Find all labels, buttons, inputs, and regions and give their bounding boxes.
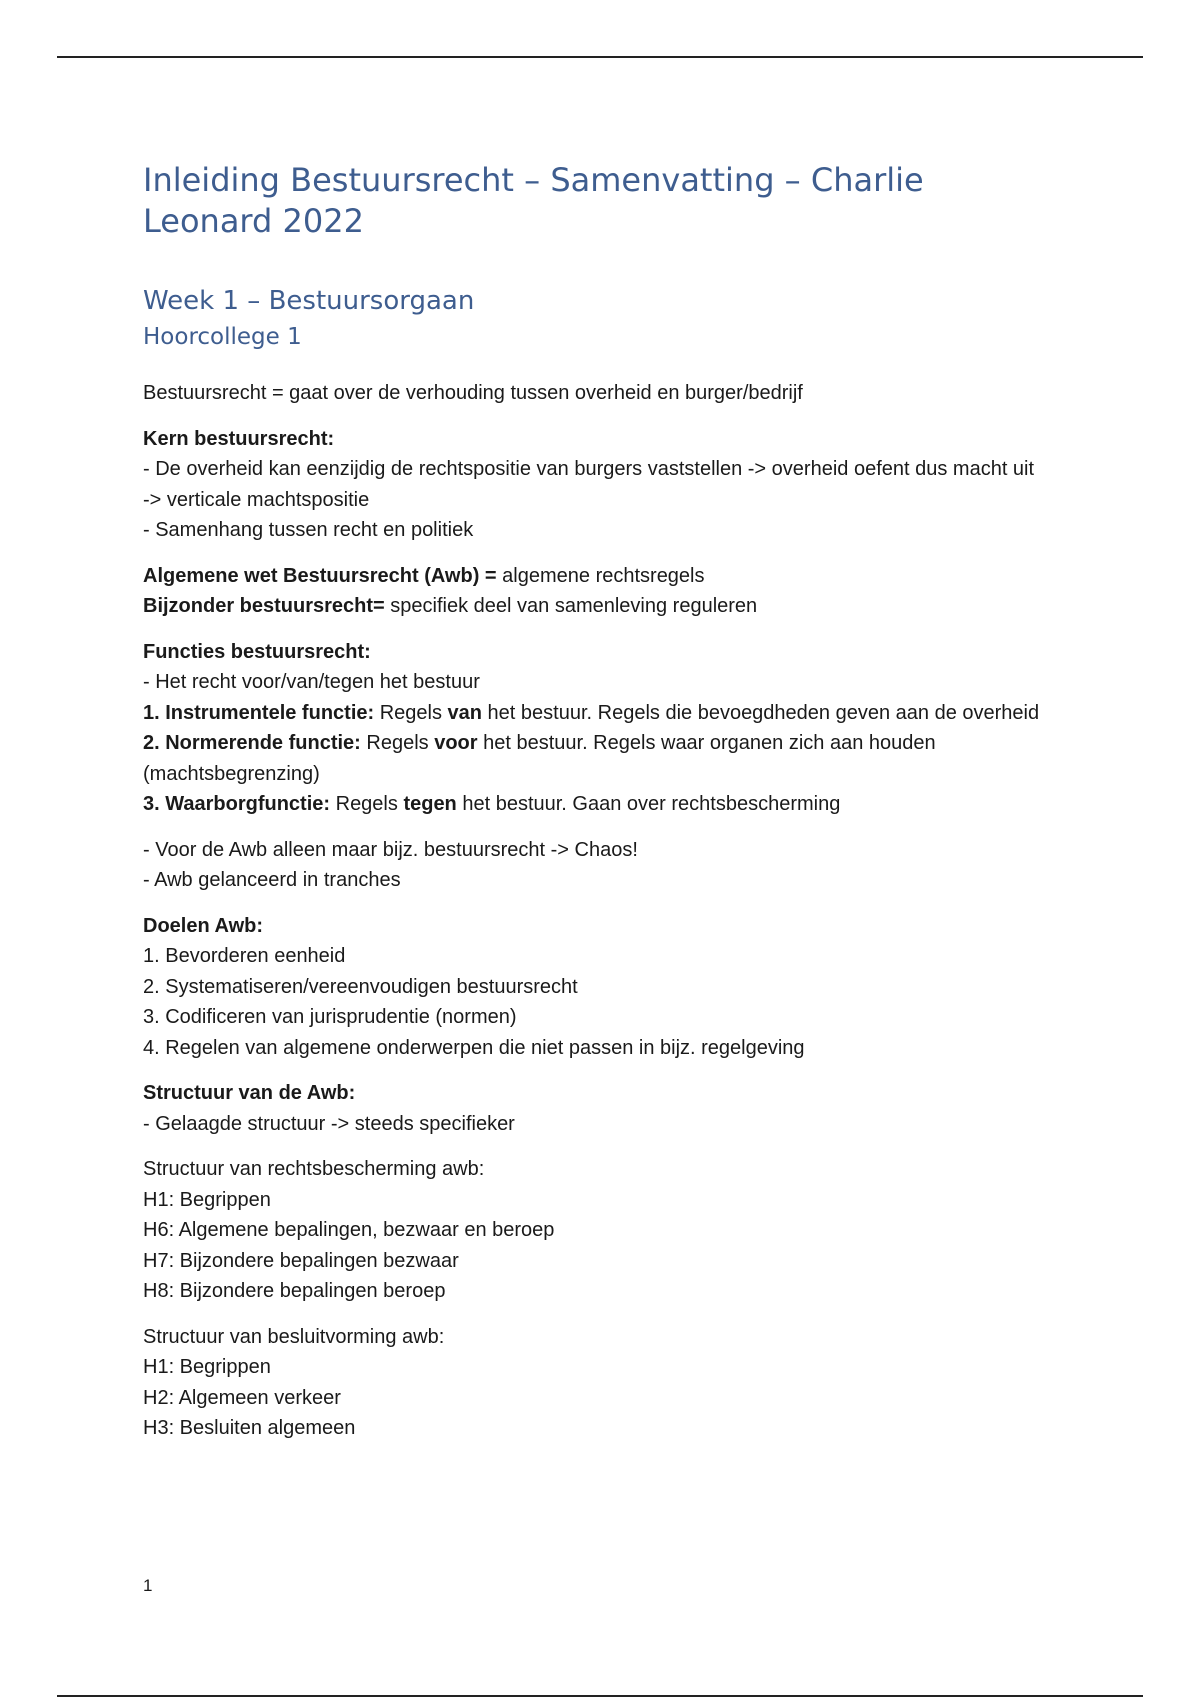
structuur-section [143,1078,1043,1139]
doelen-heading: Doelen Awb: [143,914,264,937]
definition-bijzonder-term: Bijzonder bestuursrecht= [143,595,385,617]
functie-text: het bestuur. Regels waar organen zich aan houden (machtsbegrenzing) [143,732,936,785]
rechtsbescherming-item: H1: Begrippen [143,1188,271,1211]
definitions-section [143,561,1043,622]
besluitvorming-heading: Structuur van besluitvorming awb: [143,1325,445,1348]
kern-item: - De overheid kan eenzijdig de rechtspositie van burgers vaststellen -> overheid oefent dus macht uit -> verticale machtspositie [143,458,1035,511]
notes-section [143,835,1043,896]
kern-item: - Samenhang tussen recht en politiek [143,519,474,541]
header-rule [57,56,1143,58]
doelen-section [143,911,1043,1064]
rechtsbescherming-heading: Structuur van rechtsbescherming awb: [143,1158,485,1180]
rechtsbescherming-item: H7: Bijzondere bepalingen bezwaar [143,1249,459,1272]
definition-bijzonder-desc: specifiek deel van samenleving reguleren [384,595,758,617]
definition-bijzonder [143,591,1043,622]
functie-term: 1. Instrumentele functie: [143,701,375,724]
note-item: - Voor de Awb alleen maar bijz. bestuursrecht -> Chaos! [143,838,638,861]
functie-text: Regels [374,701,448,724]
definition-awb-desc: algemene rechtsregels [496,564,705,587]
functies-heading: Functies bestuursrecht: [143,640,371,663]
functie-term: 2. Normerende functie: [143,732,361,754]
lecture-heading: Hoorcollege 1 [143,324,302,350]
kern-heading: Kern bestuursrecht: [143,427,335,450]
besluitvorming-item: H3: Besluiten algemeen [143,1417,356,1439]
rechtsbescherming-item: H6: Algemene bepalingen, bezwaar en beroep [143,1219,555,1241]
document-page [143,160,1043,1444]
kern-section [143,424,1043,546]
functies-intro: - Het recht voor/van/tegen het bestuur [143,671,480,693]
week-heading: Week 1 – Bestuursorgaan [143,286,475,316]
functie-text: het bestuur. Gaan over rechtsbescherming [456,793,841,815]
functies-section [143,637,1043,820]
intro-paragraph: Bestuursrecht = gaat over de verhouding tussen overheid en burger/bedrijf [143,382,803,404]
functie-keyword: van [447,701,482,724]
doelen-item: 3. Codificeren van jurisprudentie (normen) [143,1006,517,1028]
page-number: 1 [143,1576,153,1595]
doelen-item: 1. Bevorderen eenheid [143,945,346,967]
functie-item [143,789,1043,820]
rechtsbescherming-item: H8: Bijzondere bepalingen beroep [143,1280,446,1302]
footer-rule [57,1695,1143,1697]
besluitvorming-item: H2: Algemeen verkeer [143,1386,341,1409]
besluitvorming-item: H1: Begrippen [143,1356,271,1378]
structuur-item: - Gelaagde structuur -> steeds specifieker [143,1112,515,1135]
besluitvorming-section [143,1322,1043,1444]
functie-term: 3. Waarborgfunctie: [143,793,331,815]
functie-keyword: voor [434,732,478,754]
doelen-item: 4. Regelen van algemene onderwerpen die niet passen in bijz. regelgeving [143,1036,805,1059]
structuur-heading: Structuur van de Awb: [143,1082,356,1104]
note-item: - Awb gelanceerd in tranches [143,869,401,891]
functie-text: Regels [330,793,404,815]
functie-keyword: tegen [403,793,457,815]
doelen-item: 2. Systematiseren/vereenvoudigen bestuursrecht [143,975,578,998]
functie-text: het bestuur. Regels die bevoegdheden geven aan de overheid [482,701,1040,724]
document-title: Inleiding Bestuursrecht – Samenvatting – Charlie Leonard 2022 [143,161,924,240]
functie-text: Regels [360,732,435,754]
definition-awb [143,561,1043,592]
rechtsbescherming-section [143,1154,1043,1307]
definition-awb-term: Algemene wet Bestuursrecht (Awb) = [143,564,497,587]
functie-item [143,698,1043,729]
functie-item [143,728,1043,789]
